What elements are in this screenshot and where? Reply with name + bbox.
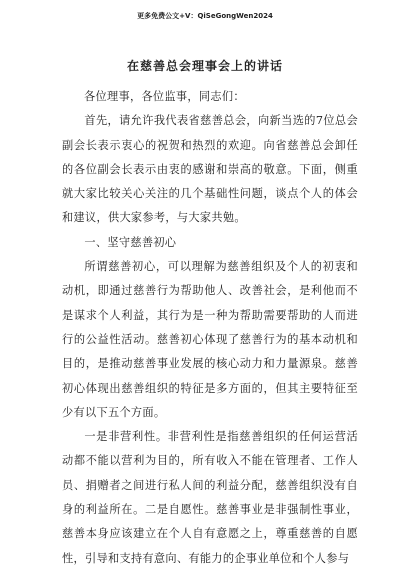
greeting-paragraph: 各位理事，各位监事，同志们：: [84, 90, 245, 103]
document-body: [62, 85, 358, 571]
section-heading: 一、坚守慈善初心: [84, 235, 177, 249]
opening-paragraph: 首先，请允许我代表省慈善总会，向新当选的7位总会副会长表示衷心的祝贺和热烈的欢迎。向省慈善总会卸任的各位副会长表示由衷的感谢和崇高的敬意。下面，侧重就大家比较关心关注的几个基础性问题，谈点个人的体会和建议，供大家参考，与大家共勉。: [62, 114, 358, 225]
document-title: 在慈善总会理事会上的讲话: [126, 59, 283, 73]
body-paragraph: 所谓慈善初心，可以理解为慈善组织及个人的初衷和动机，即通过慈善行为帮助他人、改善社会，是利他而不是谋求个人利益，其行为是一种为帮助需要帮助的人而进行的公益性活动。慈善初心体现了慈善行为的基本动机和目的，是推动慈善事业发展的核心动力和力量源泉。慈善初心体现出慈善组织的特征是多方面的，但其主要特征至少有以下五个方面。: [62, 260, 358, 419]
header-note: 更多免费公文+V：QiSeGongWen2024: [137, 12, 273, 20]
body-paragraph: 一是非营利性。非营利性是指慈善组织的任何运营活动都不能以营利为目的，所有收入不能在管理者、工作人员、捐赠者之间进行私人间的利益分配，慈善组织没有自身的利益所在。二是自愿性。慈善事业是非强制性事业，慈善本身应该建立在个人自有意愿之上，尊重慈善的自愿性，引导和支持有意向、有能力的企事业单位和个人参与: [62, 430, 358, 565]
